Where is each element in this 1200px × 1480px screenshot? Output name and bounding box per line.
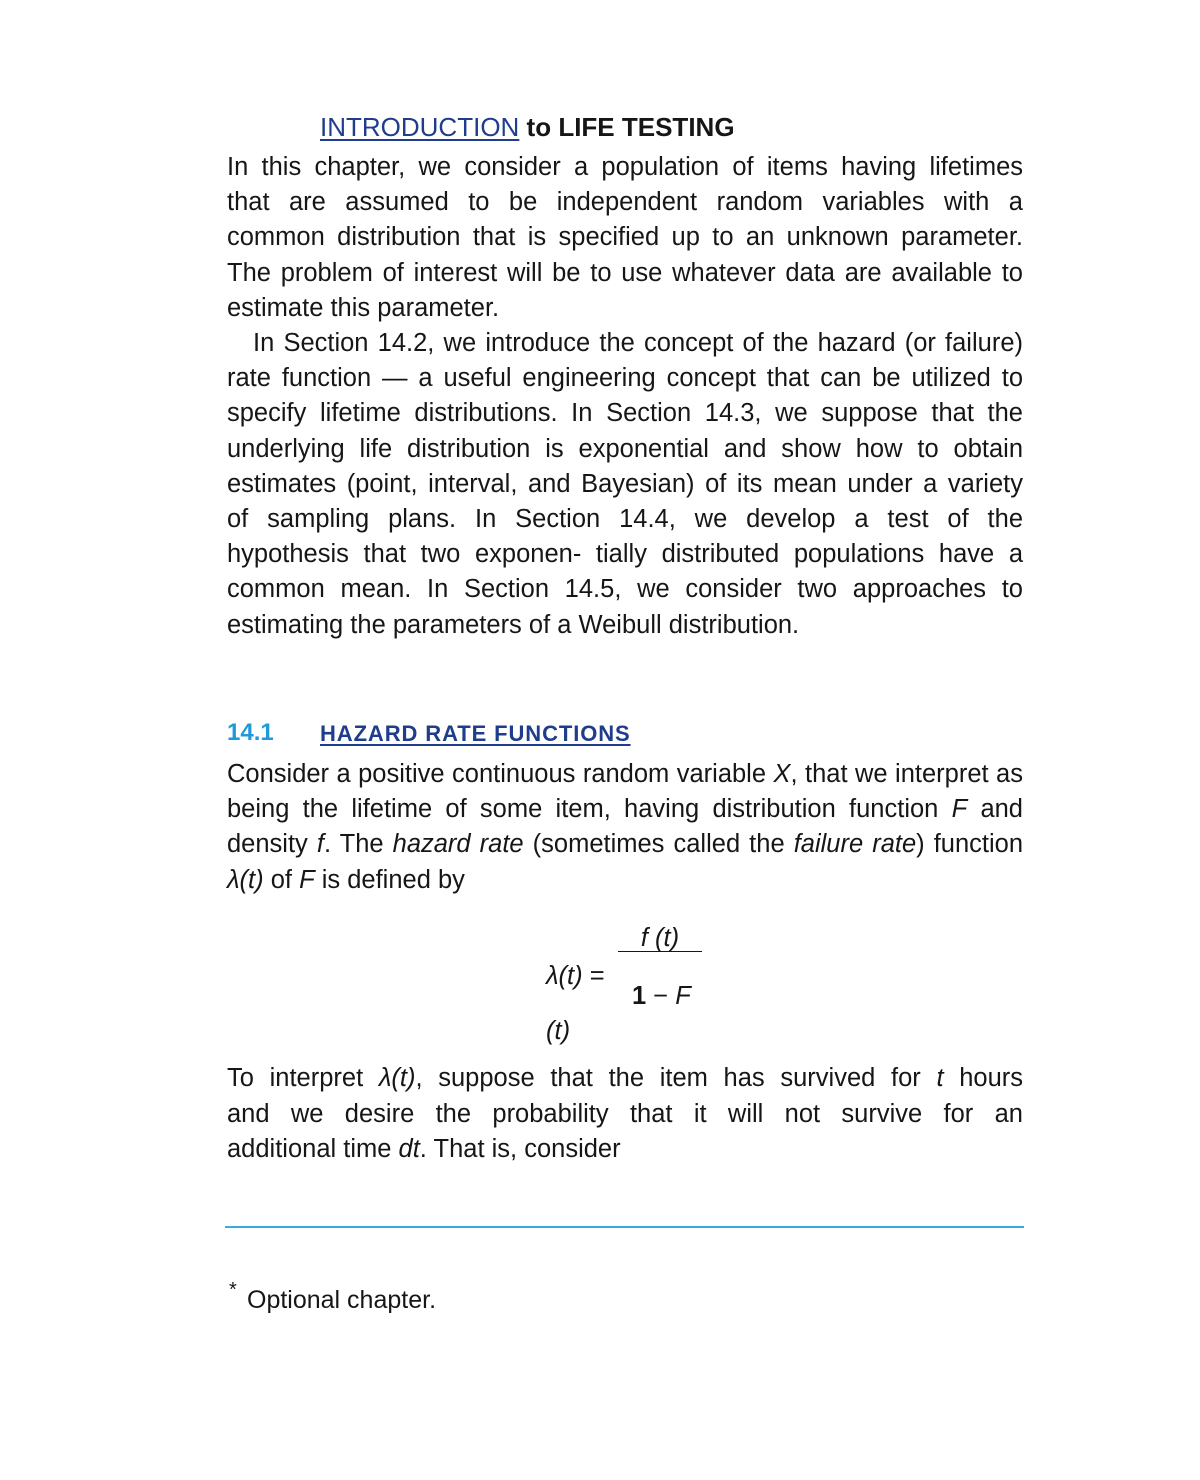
text-run: Consider a positive continuous random variable <box>227 760 774 788</box>
text-run: of <box>263 865 300 894</box>
text-run: . That is, consider <box>419 1135 621 1163</box>
text-line <box>227 572 1023 607</box>
text-run: underlying life distribution is exponential and show how to obtain <box>227 434 1023 463</box>
text-run: estimates (point, interval, and Bayesian) of its mean under a variety <box>227 469 1023 498</box>
equation-denominator <box>632 981 691 1011</box>
text-run: and we desire the probability that it will not survive for an <box>227 1099 1023 1128</box>
italic-term: X <box>773 760 791 788</box>
text-line <box>227 608 1023 643</box>
footnote-text: Optional chapter. <box>247 1286 437 1314</box>
text-run: being the lifetime of some item, having distribution function <box>227 795 952 824</box>
text-run: The problem of interest will be to use whatever data are available to <box>227 258 1023 287</box>
text-line <box>227 1061 1023 1097</box>
italic-term: dt <box>398 1135 420 1163</box>
text-run: hours <box>943 1064 1024 1092</box>
text-run: additional time <box>227 1135 399 1163</box>
text-line <box>227 757 1023 792</box>
text-run: In this chapter, we consider a population of items having lifetimes <box>227 153 1023 181</box>
text-run: density <box>227 830 317 859</box>
text-run: estimate this parameter. <box>227 293 500 322</box>
text-line <box>227 185 1023 220</box>
section-number: 14.1 <box>227 719 274 746</box>
equation-numerator: f (t) <box>618 925 702 952</box>
text-line <box>227 1132 1023 1168</box>
text-line <box>227 150 1023 185</box>
text-line <box>227 537 1023 572</box>
footnote-divider <box>225 1226 1024 1228</box>
equation-F: F <box>675 982 691 1010</box>
text-run: and <box>967 795 1023 824</box>
text-line <box>227 361 1023 396</box>
italic-term: λ(t) <box>378 1064 416 1092</box>
text-line <box>227 220 1023 255</box>
text-line <box>227 291 1023 326</box>
text-run: hypothesis that two exponen- tially distributed populations have a <box>227 540 1023 569</box>
chapter-title-text: to LIFE TESTING <box>519 112 735 142</box>
text-line <box>227 326 1023 361</box>
text-run: , suppose that the item has survived for <box>415 1064 937 1092</box>
text-run: (sometimes called the <box>523 830 794 859</box>
italic-term: F <box>299 865 315 894</box>
introduction-link[interactable]: INTRODUCTION <box>320 112 520 142</box>
italic-term: t <box>936 1064 944 1092</box>
equation-equals-sign: = <box>589 962 605 990</box>
section-heading-link[interactable]: HAZARD RATE FUNCTIONS <box>320 721 631 746</box>
text-run: . The <box>323 830 393 859</box>
text-run: In Section 14.2, we introduce the concept of the hazard (or failure) <box>253 329 1023 357</box>
equation-minus-sign: − <box>653 982 669 1010</box>
text-run: estimating the parameters of a Weibull distribution. <box>227 610 800 639</box>
interpretation-paragraph <box>227 1061 1023 1168</box>
italic-term: hazard rate <box>392 830 524 859</box>
text-line <box>227 396 1023 431</box>
text-run: of sampling plans. In Section 14.4, we develop a test of the <box>227 505 1023 534</box>
text-run: that are assumed to be independent random variables with a <box>227 188 1023 217</box>
text-line <box>227 792 1023 827</box>
text-line <box>227 256 1023 291</box>
equation-one: 1 <box>632 982 647 1010</box>
text-run: rate function — a useful engineering concept that can be utilized to <box>227 364 1023 393</box>
text-line <box>227 827 1023 862</box>
equation-lhs <box>546 961 605 991</box>
section-paragraph <box>227 757 1023 898</box>
text-line <box>227 432 1023 467</box>
text-run: , that we interpret as <box>790 760 1023 788</box>
chapter-title <box>320 110 735 144</box>
equation-denominator-argument: (t) <box>546 1017 571 1045</box>
text-run: ) function <box>916 830 1024 859</box>
text-line <box>227 863 1023 898</box>
text-run: common mean. In Section 14.5, we consider two approaches to <box>227 575 1023 604</box>
italic-term: λ(t) <box>227 865 264 894</box>
intro-paragraph-sections <box>227 326 1023 643</box>
text-run: specify lifetime distributions. In Section 14.3, we suppose that the <box>227 399 1023 428</box>
intro-paragraph <box>227 150 1023 326</box>
italic-term: failure rate <box>793 830 917 859</box>
text-line <box>227 467 1023 502</box>
italic-term: f <box>316 830 324 859</box>
text-run: common distribution that is specified up to an unknown parameter. <box>227 223 1023 252</box>
text-run: To interpret <box>227 1064 379 1092</box>
equation-lambda: λ(t) <box>546 962 583 990</box>
footnote-marker: * <box>229 1279 237 1301</box>
italic-term: F <box>951 795 968 824</box>
text-line <box>227 1097 1023 1133</box>
text-line <box>227 502 1023 537</box>
text-run: is defined by <box>314 865 465 894</box>
